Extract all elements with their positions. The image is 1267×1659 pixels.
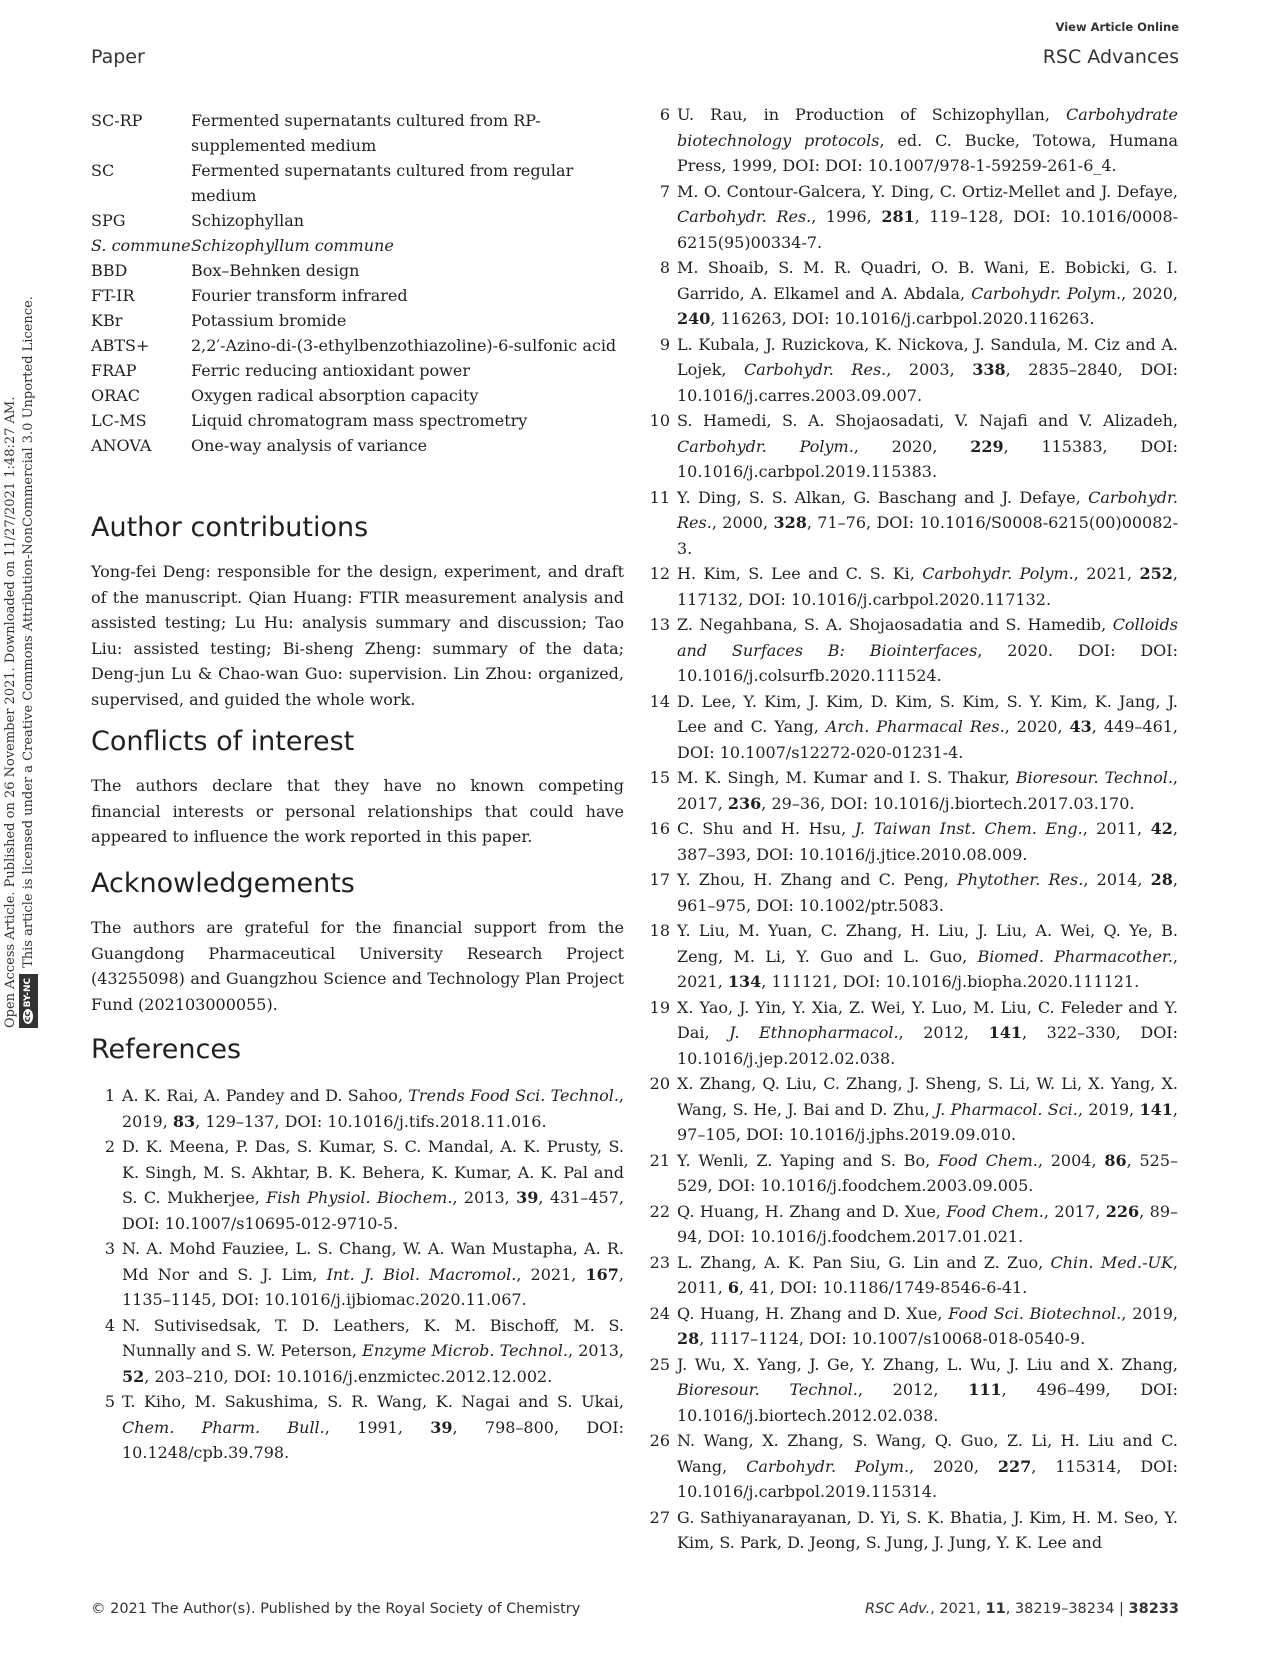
abbreviation-definition: 2,2′-Azino-di-(3-ethylbenzothiazoline)-6-sulfonic acid <box>191 336 617 355</box>
reference-journal: Food Chem. <box>946 1201 1044 1221</box>
reference-segment: Y. Zhou, H. Zhang and C. Peng, <box>677 870 957 889</box>
abbreviation-definition: One-way analysis of variance <box>191 436 428 455</box>
reference-number: 8 <box>659 258 670 277</box>
reference-text <box>677 1505 1178 1556</box>
reference-segment: , 2021, <box>1073 564 1140 583</box>
reference-number: 16 <box>649 819 670 838</box>
reference-volume: 141 <box>988 1023 1022 1042</box>
section-heading-references: References <box>91 1034 242 1065</box>
reference-number: 5 <box>104 1392 115 1411</box>
reference-segment: , 1996, <box>811 207 882 226</box>
reference-item <box>646 1250 1178 1301</box>
reference-text <box>677 1250 1178 1301</box>
reference-journal: Int. J. Biol. Macromol. <box>326 1264 517 1284</box>
abbreviation-term: KBr <box>91 311 123 330</box>
abbreviation-term: ABTS+ <box>91 336 150 355</box>
reference-list-right <box>646 102 1178 1556</box>
reference-segment: , 2017, <box>677 768 1179 813</box>
footer-volume: 11 <box>985 1601 1006 1617</box>
page-header-journal: RSC Advances <box>1042 46 1179 68</box>
reference-segment: , 2020. DOI: DOI: 10.1016/j.colsurfb.2020.111524. <box>677 640 1178 685</box>
footer-year: , 2021, <box>930 1601 986 1617</box>
reference-number: 17 <box>649 870 670 889</box>
reference-journal: Arch. Pharmacal Res. <box>825 717 1005 736</box>
reference-journal: Enzyme Microb. Technol. <box>362 1341 568 1360</box>
reference-segment: , 2021, <box>516 1264 586 1284</box>
reference-segment: , 1135–1145, DOI: 10.1016/j.ijbiomac.2020.11.067. <box>122 1264 624 1309</box>
reference-volume: 167 <box>585 1264 619 1284</box>
reference-journal: Chem. Pharm. Bull. <box>122 1417 325 1437</box>
reference-segment: N. Sutivisedsak, T. D. Leathers, K. M. Bischoff, M. S. Nunnally and S. W. Peterson, <box>122 1315 624 1360</box>
reference-segment: J. Wu, X. Yang, J. Ge, Y. Zhang, L. Wu, J. Liu and X. Zhang, <box>677 1354 1178 1374</box>
reference-volume: 42 <box>1150 819 1173 838</box>
reference-text <box>677 1428 1178 1505</box>
reference-item <box>646 1428 1178 1505</box>
reference-item <box>646 332 1178 409</box>
reference-number: 1 <box>104 1086 115 1105</box>
abbreviation-definition: Fermented supernatants cultured from regular medium <box>191 161 574 205</box>
reference-number: 14 <box>649 691 670 711</box>
reference-journal: Carbohydr. Polym. <box>922 564 1074 583</box>
reference-journal: J. Pharmacol. Sci. <box>935 1099 1078 1119</box>
reference-volume: 226 <box>1105 1201 1140 1221</box>
section-heading-acknowledgements: Acknowledgements <box>91 868 355 899</box>
reference-segment: , 2017, <box>1043 1201 1106 1221</box>
reference-segment: H. Kim, S. Lee and C. S. Ki, <box>677 564 923 583</box>
reference-segment: , 2014, <box>1083 870 1151 889</box>
abbreviation-row <box>91 358 624 383</box>
reference-journal: Carbohydr. Res. <box>677 487 1178 532</box>
footer-journal: RSC Adv. <box>865 1601 931 1617</box>
abbreviation-row <box>91 258 624 283</box>
reference-journal: Carbohydrate biotechnology protocols <box>677 105 1178 150</box>
reference-text <box>677 612 1178 689</box>
reference-text <box>677 102 1178 179</box>
reference-journal: Carbohydr. Polym. <box>746 1456 910 1476</box>
reference-segment: , 111121, DOI: 10.1016/j.biopha.2020.111121. <box>761 972 1140 991</box>
reference-text <box>122 1389 624 1466</box>
reference-segment: , ed. C. Bucke, Totowa, Humana Press, 1999, DOI: DOI: 10.1007/978-1-59259-261-6_4. <box>677 130 1178 175</box>
reference-number: 26 <box>649 1431 670 1450</box>
abbreviation-term: FT-IR <box>91 286 135 305</box>
reference-volume: 6 <box>727 1278 740 1297</box>
reference-segment: , 431–457, DOI: 10.1007/s10695-012-9710-5. <box>122 1188 625 1233</box>
abbreviation-term: LC-MS <box>91 411 147 430</box>
abbreviation-row <box>91 233 624 258</box>
reference-segment: M. Shoaib, S. M. R. Quadri, O. B. Wani, E. Bobicki, G. I. Garrido, A. Elkamel and A. Abdala, <box>677 258 1178 303</box>
reference-segment: , 322–330, DOI: 10.1016/j.jep.2012.02.038. <box>677 1023 1179 1068</box>
reference-journal: Carbohydr. Polym. <box>677 436 854 456</box>
footer-pages: , 38219–38234 | <box>1005 1601 1129 1617</box>
reference-volume: 28 <box>1150 870 1173 889</box>
reference-text <box>677 918 1178 995</box>
reference-item <box>646 485 1178 562</box>
reference-number: 27 <box>649 1507 670 1527</box>
reference-text <box>677 332 1178 409</box>
abbreviation-row <box>91 383 624 408</box>
reference-journal: J. Ethnopharmacol. <box>729 1023 899 1042</box>
reference-item <box>646 689 1178 766</box>
reference-volume: 281 <box>881 207 915 226</box>
reference-segment: N. Wang, X. Zhang, S. Wang, Q. Guo, Z. Li, H. Liu and C. Wang, <box>677 1431 1178 1476</box>
reference-item <box>646 1199 1178 1250</box>
reference-segment: , 2835–2840, DOI: 10.1016/j.carres.2003.09.007. <box>677 360 1178 405</box>
abbreviation-term: SC-RP <box>91 111 143 130</box>
reference-number: 3 <box>104 1239 115 1258</box>
reference-item <box>646 765 1178 816</box>
reference-segment: , 115314, DOI: 10.1016/j.carbpol.2019.115314. <box>677 1456 1178 1501</box>
reference-number: 11 <box>649 487 670 507</box>
abbreviation-row <box>91 408 624 433</box>
abbreviation-definition: Box–Behnken design <box>191 261 360 280</box>
reference-text <box>677 816 1178 867</box>
reference-segment: Y. Wenli, Z. Yaping and S. Bo, <box>677 1150 939 1170</box>
reference-number: 18 <box>649 921 670 940</box>
reference-segment: , 2003, <box>886 360 973 379</box>
reference-number: 23 <box>649 1252 670 1272</box>
reference-number: 6 <box>659 105 670 124</box>
reference-segment: M. O. Contour-Galcera, Y. Ding, C. Ortiz-Mellet and J. Defaye, <box>677 181 1178 201</box>
reference-journal: Food Chem. <box>938 1150 1038 1170</box>
reference-segment: , 387–393, DOI: 10.1016/j.jtice.2010.08.009. <box>677 819 1179 864</box>
reference-journal: Carbohydr. Res. <box>744 360 887 379</box>
reference-number: 21 <box>649 1150 670 1170</box>
reference-item <box>646 1505 1178 1556</box>
reference-segment: , 1117–1124, DOI: 10.1007/s10068-018-0540-9. <box>699 1329 1086 1348</box>
reference-segment: , 2020, <box>1004 717 1070 736</box>
abbreviation-term: S. commune <box>91 236 191 255</box>
reference-item <box>91 1236 624 1313</box>
reference-item <box>646 816 1178 867</box>
reference-segment: , 2019, <box>1121 1303 1179 1323</box>
abbreviation-definition: Ferric reducing antioxidant power <box>191 361 470 380</box>
reference-segment: , 2012, <box>898 1023 989 1042</box>
reference-journal: Bioresour. Technol. <box>1015 768 1173 787</box>
reference-segment: , 117132, DOI: 10.1016/j.carbpol.2020.117132. <box>677 564 1179 609</box>
reference-segment: Y. Liu, M. Yuan, C. Zhang, H. Liu, J. Liu, A. Wei, Q. Ye, B. Zeng, M. Li, Y. Guo and L. Guo, <box>677 921 1178 966</box>
reference-segment: , 2020, <box>1121 283 1179 303</box>
reference-item <box>91 1083 624 1134</box>
abbreviation-definition: Schizophyllan <box>191 211 305 230</box>
reference-item <box>646 995 1178 1072</box>
reference-segment: G. Sathiyanarayanan, D. Yi, S. K. Bhatia, J. Kim, H. M. Seo, Y. Kim, S. Park, D. Jeong, S. Jung, J. Jung, Y. K. Lee and <box>677 1507 1178 1552</box>
reference-journal: Phytother. Res. <box>956 870 1084 889</box>
reference-segment: , 2019, <box>122 1086 625 1131</box>
reference-journal: Bioresour. Technol. <box>677 1380 858 1399</box>
reference-number: 20 <box>649 1074 670 1093</box>
reference-item <box>646 1071 1178 1148</box>
reference-volume: 86 <box>1104 1150 1127 1170</box>
page-header-section: Paper <box>91 46 145 68</box>
reference-volume: 52 <box>122 1366 145 1386</box>
reference-item <box>91 1389 624 1466</box>
reference-item <box>646 1352 1178 1429</box>
open-access-sidebar <box>0 0 60 1040</box>
reference-segment: , 89–94, DOI: 10.1016/j.foodchem.2017.01.021. <box>677 1201 1179 1246</box>
abbreviation-row <box>91 158 624 208</box>
reference-number: 9 <box>659 334 670 354</box>
view-article-online-link[interactable]: View Article Online <box>1055 20 1179 34</box>
license-notice-link[interactable]: This article is licensed under a Creative Commons Attribution-NonCommercial 3.0 Unported Licence. <box>21 296 36 968</box>
reference-segment: , 2004, <box>1037 1150 1105 1170</box>
reference-text <box>677 485 1178 562</box>
reference-segment: , 29–36, DOI: 10.1016/j.biortech.2017.03.170. <box>761 793 1135 813</box>
abbreviation-definition: Potassium bromide <box>191 311 347 330</box>
reference-segment: X. Zhang, Q. Liu, C. Zhang, J. Sheng, S. Li, W. Li, X. Yang, X. Wang, S. He, J. Bai and D. Zhu, <box>677 1074 1178 1119</box>
reference-item <box>646 255 1178 332</box>
reference-text <box>677 179 1178 256</box>
reference-volume: 134 <box>727 972 762 991</box>
reference-segment: D. Lee, Y. Kim, J. Kim, D. Kim, S. Kim, S. Y. Kim, K. Jang, J. Lee and C. Yang, <box>677 691 1178 736</box>
reference-volume: 227 <box>997 1456 1032 1476</box>
reference-volume: 328 <box>773 513 807 532</box>
reference-number: 22 <box>649 1201 670 1221</box>
reference-text <box>677 765 1178 816</box>
reference-number: 19 <box>649 997 670 1017</box>
reference-journal: Chin. Med.-UK <box>1050 1252 1173 1272</box>
abbreviation-term: ANOVA <box>91 436 152 455</box>
reference-segment: Q. Huang, H. Zhang and D. Xue, <box>677 1201 947 1221</box>
reference-journal: Carbohydr. Res. <box>677 207 812 226</box>
reference-journal: Colloids and Surfaces B: Biointerfaces <box>677 615 1178 660</box>
reference-text <box>677 1301 1178 1352</box>
reference-volume: 39 <box>430 1417 453 1437</box>
reference-number: 7 <box>659 181 670 201</box>
reference-text <box>677 408 1178 485</box>
cc-by-nc-badge-icon[interactable]: ccBY-NC <box>19 974 38 1028</box>
reference-segment: , 2021, <box>677 946 1179 991</box>
reference-item <box>646 918 1178 995</box>
reference-segment: , 1991, <box>324 1417 431 1437</box>
reference-segment: , 71–76, DOI: 10.1016/S0008-6215(00)00082-3. <box>677 513 1178 558</box>
reference-item <box>646 612 1178 689</box>
abbreviation-term: ORAC <box>91 386 140 405</box>
reference-text <box>677 1148 1178 1199</box>
reference-text <box>122 1134 624 1236</box>
reference-number: 24 <box>649 1303 670 1323</box>
reference-segment: , 2020, <box>853 436 971 456</box>
reference-volume: 338 <box>972 360 1006 379</box>
reference-text <box>677 689 1178 766</box>
reference-item <box>646 102 1178 179</box>
footer-copyright: © 2021 The Author(s). Published by the Royal Society of Chemistry <box>91 1601 581 1617</box>
reference-segment: M. K. Singh, M. Kumar and I. S. Thakur, <box>677 768 1016 787</box>
reference-item <box>646 1301 1178 1352</box>
reference-segment: , 41, DOI: 10.1186/1749-8546-6-41. <box>739 1278 1028 1297</box>
reference-segment: T. Kiho, M. Sakushima, S. R. Wang, K. Nagai and S. Ukai, <box>122 1392 624 1411</box>
abbreviation-definition: Fermented supernatants cultured from RP-supplemented medium <box>191 111 541 155</box>
abbreviation-term: FRAP <box>91 361 137 380</box>
reference-journal: Biomed. Pharmacother. <box>977 946 1173 966</box>
reference-text <box>677 561 1178 612</box>
reference-number: 2 <box>104 1137 115 1156</box>
reference-text <box>677 1199 1178 1250</box>
page-number: 38233 <box>1128 1601 1179 1617</box>
reference-segment: , 97–105, DOI: 10.1016/j.jphs.2019.09.010. <box>677 1099 1179 1144</box>
abbreviation-term: SPG <box>91 211 126 230</box>
abbreviation-term: SC <box>91 161 115 180</box>
reference-segment: L. Kubala, J. Ruzickova, K. Nickova, J. Sandula, M. Ciz and A. Lojek, <box>677 334 1178 379</box>
reference-volume: 229 <box>970 436 1004 456</box>
abbreviation-list <box>91 108 624 458</box>
reference-item <box>646 561 1178 612</box>
reference-segment: U. Rau, in Production of Schizophyllan, <box>677 105 1067 124</box>
reference-segment: , 119–128, DOI: 10.1016/0008-6215(95)00334-7. <box>677 207 1179 252</box>
abbreviation-row <box>91 333 624 358</box>
reference-journal: Carbohydr. Polym. <box>971 283 1122 303</box>
reference-item <box>91 1313 624 1390</box>
reference-segment: L. Zhang, A. K. Pan Siu, G. Lin and Z. Zuo, <box>677 1252 1051 1272</box>
reference-volume: 83 <box>172 1111 196 1131</box>
reference-segment: A. K. Rai, A. Pandey and D. Sahoo, <box>122 1086 409 1105</box>
reference-item <box>646 1148 1178 1199</box>
reference-text <box>122 1083 624 1134</box>
reference-segment: , 2000, <box>711 513 774 532</box>
abbreviation-term: BBD <box>91 261 128 280</box>
abbreviation-row <box>91 433 624 458</box>
reference-segment: N. A. Mohd Fauziee, L. S. Chang, W. A. Wan Mustapha, A. R. Md Nor and S. J. Lim, <box>122 1239 624 1284</box>
reference-segment: , 2020, <box>909 1456 998 1476</box>
reference-text <box>677 867 1178 918</box>
reference-text <box>122 1313 624 1390</box>
footer-citation <box>865 1601 1179 1617</box>
reference-number: 15 <box>649 768 670 787</box>
abbreviation-definition: Liquid chromatogram mass spectrometry <box>191 411 528 430</box>
abbreviation-definition: Fourier transform infrared <box>191 286 408 305</box>
reference-segment: , 129–137, DOI: 10.1016/j.tifs.2018.11.016. <box>195 1111 547 1131</box>
reference-number: 10 <box>649 411 670 430</box>
reference-volume: 39 <box>516 1188 539 1207</box>
reference-volume: 43 <box>1069 717 1092 736</box>
reference-segment: C. Shu and H. Hsu, <box>677 819 855 838</box>
reference-segment: , 525–529, DOI: 10.1016/j.foodchem.2003.09.005. <box>677 1150 1179 1195</box>
left-column <box>91 108 625 1462</box>
reference-volume: 111 <box>968 1380 1002 1399</box>
reference-segment: Y. Ding, S. S. Alkan, G. Baschang and J. Defaye, <box>677 487 1089 507</box>
reference-number: 13 <box>649 615 670 634</box>
reference-segment: , 798–800, DOI: 10.1248/cpb.39.798. <box>122 1417 625 1462</box>
abbreviation-definition: Schizophyllum commune <box>191 236 394 255</box>
reference-segment: X. Yao, J. Yin, Y. Xia, Z. Wei, Y. Luo, M. Liu, C. Feleder and Y. Dai, <box>677 997 1178 1042</box>
reference-segment: , 116263, DOI: 10.1016/j.carbpol.2020.116263. <box>710 309 1095 328</box>
author-contributions-text: Yong-fei Deng: responsible for the design, experiment, and draft of the manuscript. Qian Huang: FTIR measurement analysis and assisted testing; Lu Hu: analysis summary and discussion; Tao Liu: assisted testing; Bi-sheng Zheng: summary of the data; Deng-jun Lu & Chao-wan Guo: supervision. Lin Zhou: organized, supervised, and guided the whole work. <box>91 562 624 709</box>
reference-segment: , 2012, <box>857 1380 969 1399</box>
reference-segment: , 2013, <box>567 1341 624 1360</box>
abbreviation-row <box>91 283 624 308</box>
reference-volume: 236 <box>727 793 762 813</box>
reference-segment: , 2011, <box>677 1252 1179 1297</box>
acknowledgements-text: The authors are grateful for the financial support from the Guangdong Pharmaceutical University Research Project (43255098) and Guangzhou Science and Technology Plan Project Fund (202103000055). <box>91 918 624 1014</box>
reference-volume: 252 <box>1139 564 1173 583</box>
reference-segment: S. Hamedi, S. A. Shojaosadati, V. Najafi and V. Alizadeh, <box>677 411 1178 430</box>
section-heading-author-contributions: Author contributions <box>91 512 369 543</box>
reference-segment: , 496–499, DOI: 10.1016/j.biortech.2012.02.038. <box>677 1380 1179 1425</box>
reference-text <box>677 255 1178 332</box>
reference-segment: Q. Huang, H. Zhang and D. Xue, <box>677 1303 949 1323</box>
open-access-notice: Open Access Article. Published on 26 November 2021. Downloaded on 11/27/2021 1:48:27 AM. <box>3 396 18 1028</box>
reference-journal: Food Sci. Biotechnol. <box>948 1303 1122 1323</box>
reference-journal: Fish Physiol. Biochem. <box>266 1188 453 1207</box>
reference-number: 25 <box>649 1354 670 1374</box>
reference-journal: J. Taiwan Inst. Chem. Eng. <box>854 819 1083 838</box>
reference-item <box>91 1134 624 1236</box>
reference-text <box>677 1071 1178 1148</box>
reference-item <box>646 867 1178 918</box>
reference-item <box>646 179 1178 256</box>
reference-number: 12 <box>649 564 670 583</box>
reference-journal: Trends Food Sci. Technol. <box>408 1086 619 1105</box>
reference-text <box>677 995 1178 1072</box>
reference-item <box>646 408 1178 485</box>
section-heading-conflicts: Conflicts of interest <box>91 726 355 757</box>
reference-volume: 141 <box>1139 1099 1173 1119</box>
reference-segment: , 449–461, DOI: 10.1007/s12272-020-01231-4. <box>677 717 1179 762</box>
conflicts-text: The authors declare that they have no known competing financial interests or personal relationships that could have appeared to influence the work reported in this paper. <box>91 776 624 846</box>
reference-segment: Z. Negahbana, S. A. Shojaosadatia and S. Hamedib, <box>677 615 1113 634</box>
reference-segment: , 115383, DOI: 10.1016/j.carbpol.2019.115383. <box>677 436 1179 481</box>
reference-volume: 28 <box>677 1329 700 1348</box>
reference-segment: D. K. Meena, P. Das, S. Kumar, S. C. Mandal, A. K. Prusty, S. K. Singh, M. S. Akhtar, B. K. Behera, K. Kumar, A. K. Pal and S. C. Mukherjee, <box>122 1137 624 1207</box>
reference-number: 4 <box>104 1315 115 1335</box>
reference-text <box>122 1236 624 1313</box>
reference-segment: , 203–210, DOI: 10.1016/j.enzmictec.2012.12.002. <box>144 1366 553 1386</box>
reference-text <box>677 1352 1178 1429</box>
reference-segment: , 2011, <box>1082 819 1151 838</box>
abbreviation-row <box>91 208 624 233</box>
abbreviation-definition: Oxygen radical absorption capacity <box>191 386 479 405</box>
reference-list-left <box>91 1083 624 1466</box>
right-column <box>646 102 1178 1556</box>
abbreviation-row <box>91 108 624 158</box>
abbreviation-row <box>91 308 624 333</box>
reference-volume: 240 <box>677 309 711 328</box>
reference-segment: , 961–975, DOI: 10.1002/ptr.5083. <box>677 870 1179 915</box>
reference-segment: , 2019, <box>1077 1099 1140 1119</box>
reference-segment: , 2013, <box>452 1188 517 1207</box>
